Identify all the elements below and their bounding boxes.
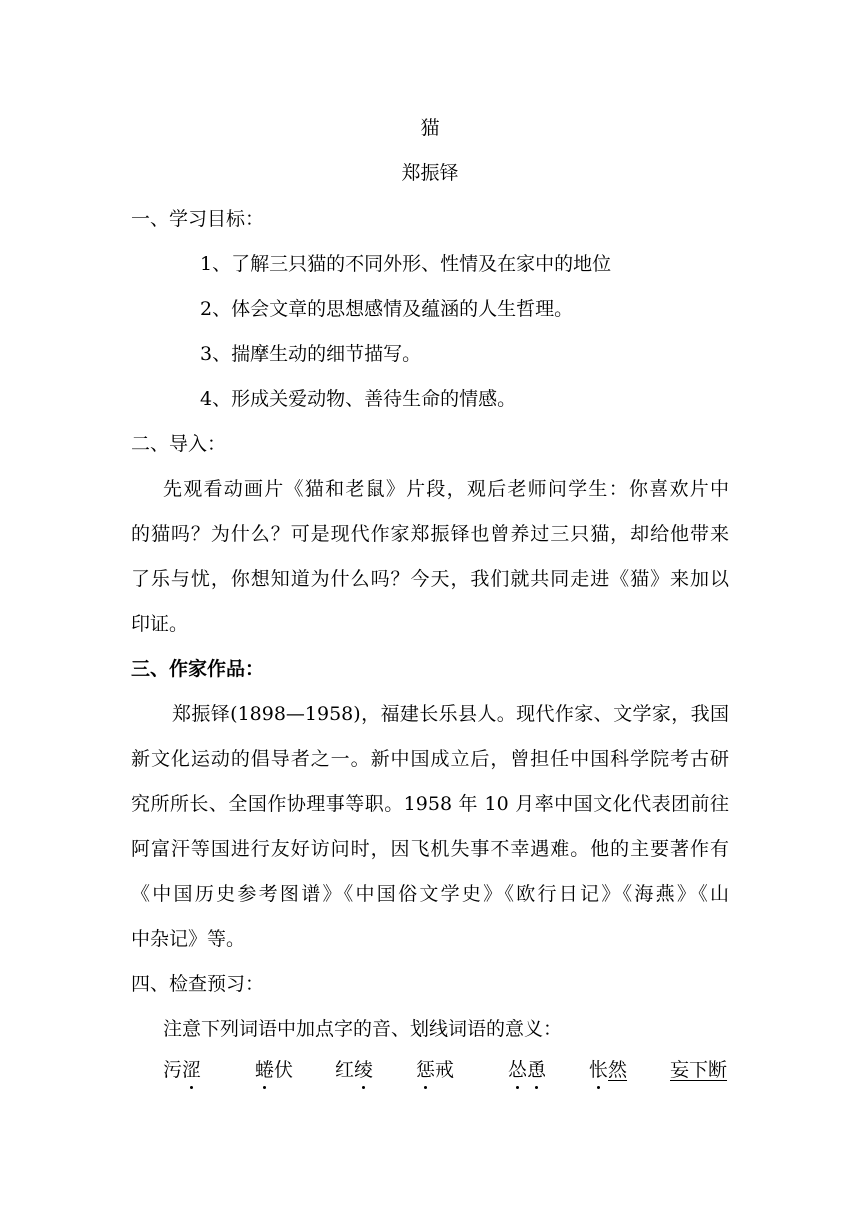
- objective-item: 4、形成关爱动物、善待生命的情感。: [200, 388, 517, 410]
- vocab-char: 然: [608, 1059, 628, 1081]
- vocab-word: [416, 1058, 454, 1082]
- vocab-char: 污: [163, 1059, 183, 1081]
- vocab-word: [255, 1058, 293, 1082]
- vocab-char: 戒: [435, 1059, 455, 1081]
- vocab-word: [163, 1058, 201, 1082]
- section-heading-preview: 四、检查预习：: [131, 973, 265, 995]
- objective-item: 2、体会文章的思想感情及蕴涵的人生哲理。: [200, 298, 574, 320]
- paragraph-line: 的猫吗？为什么？可是现代作家郑振铎也曾养过三只猫，却给他带来: [131, 523, 729, 545]
- author-name: 郑振铎: [401, 162, 459, 184]
- dotted-char: 怅: [589, 1059, 609, 1081]
- paragraph-line: 阿富汗等国进行友好访问时，因飞机失事不幸遇难。他的主要著作有: [131, 838, 729, 860]
- paragraph-line: 郑振铎(1898—1958)，福建长乐县人。现代作家、文学家，我国: [172, 703, 729, 725]
- dotted-char: 惩: [416, 1059, 436, 1081]
- dotted-char: 涩: [182, 1059, 202, 1081]
- objective-item: 3、揣摩生动的细节描写。: [200, 343, 422, 365]
- section-heading-author-works: 三、作家作品：: [131, 658, 265, 680]
- underlined-word: 妄下断: [670, 1059, 728, 1081]
- vocab-char: 红: [335, 1059, 355, 1081]
- underlined-word: [508, 1058, 546, 1082]
- paragraph-line: 《中国历史参考图谱》《中国俗文学史》《欧行日记》《海燕》《山: [131, 883, 729, 905]
- paragraph-line: 究所所长、全国作协理事等职。1958 年 10 月率中国文化代表团前往: [131, 793, 729, 815]
- dotted-char: 怂: [508, 1059, 528, 1081]
- paragraph-line: 印证。: [131, 613, 189, 635]
- section-heading-objectives: 一、学习目标：: [131, 208, 265, 230]
- vocab-word: [335, 1058, 373, 1082]
- dotted-char: 恿: [527, 1059, 547, 1081]
- underlined-word: [589, 1058, 627, 1082]
- section-heading-intro: 二、导入：: [131, 433, 227, 455]
- paragraph-line: 先观看动画片《猫和老鼠》片段，观后老师问学生：你喜欢片中: [163, 478, 729, 500]
- paragraph-line: 新文化运动的倡导者之一。新中国成立后，曾担任中国科学院考古研: [131, 748, 729, 770]
- dotted-char: 绫: [354, 1059, 374, 1081]
- dotted-char: 蜷: [255, 1059, 275, 1081]
- preview-instruction: 注意下列词语中加点字的音、划线词语的意义：: [163, 1018, 563, 1040]
- document-title: 猫: [420, 117, 440, 139]
- paragraph-line: 了乐与忧，你想知道为什么吗？今天，我们就共同走进《猫》来加以: [131, 568, 729, 590]
- paragraph-line: 中杂记》等。: [131, 928, 246, 950]
- vocab-char: 伏: [274, 1059, 294, 1081]
- objective-item: 1、了解三只猫的不同外形、性情及在家中的地位: [200, 253, 612, 275]
